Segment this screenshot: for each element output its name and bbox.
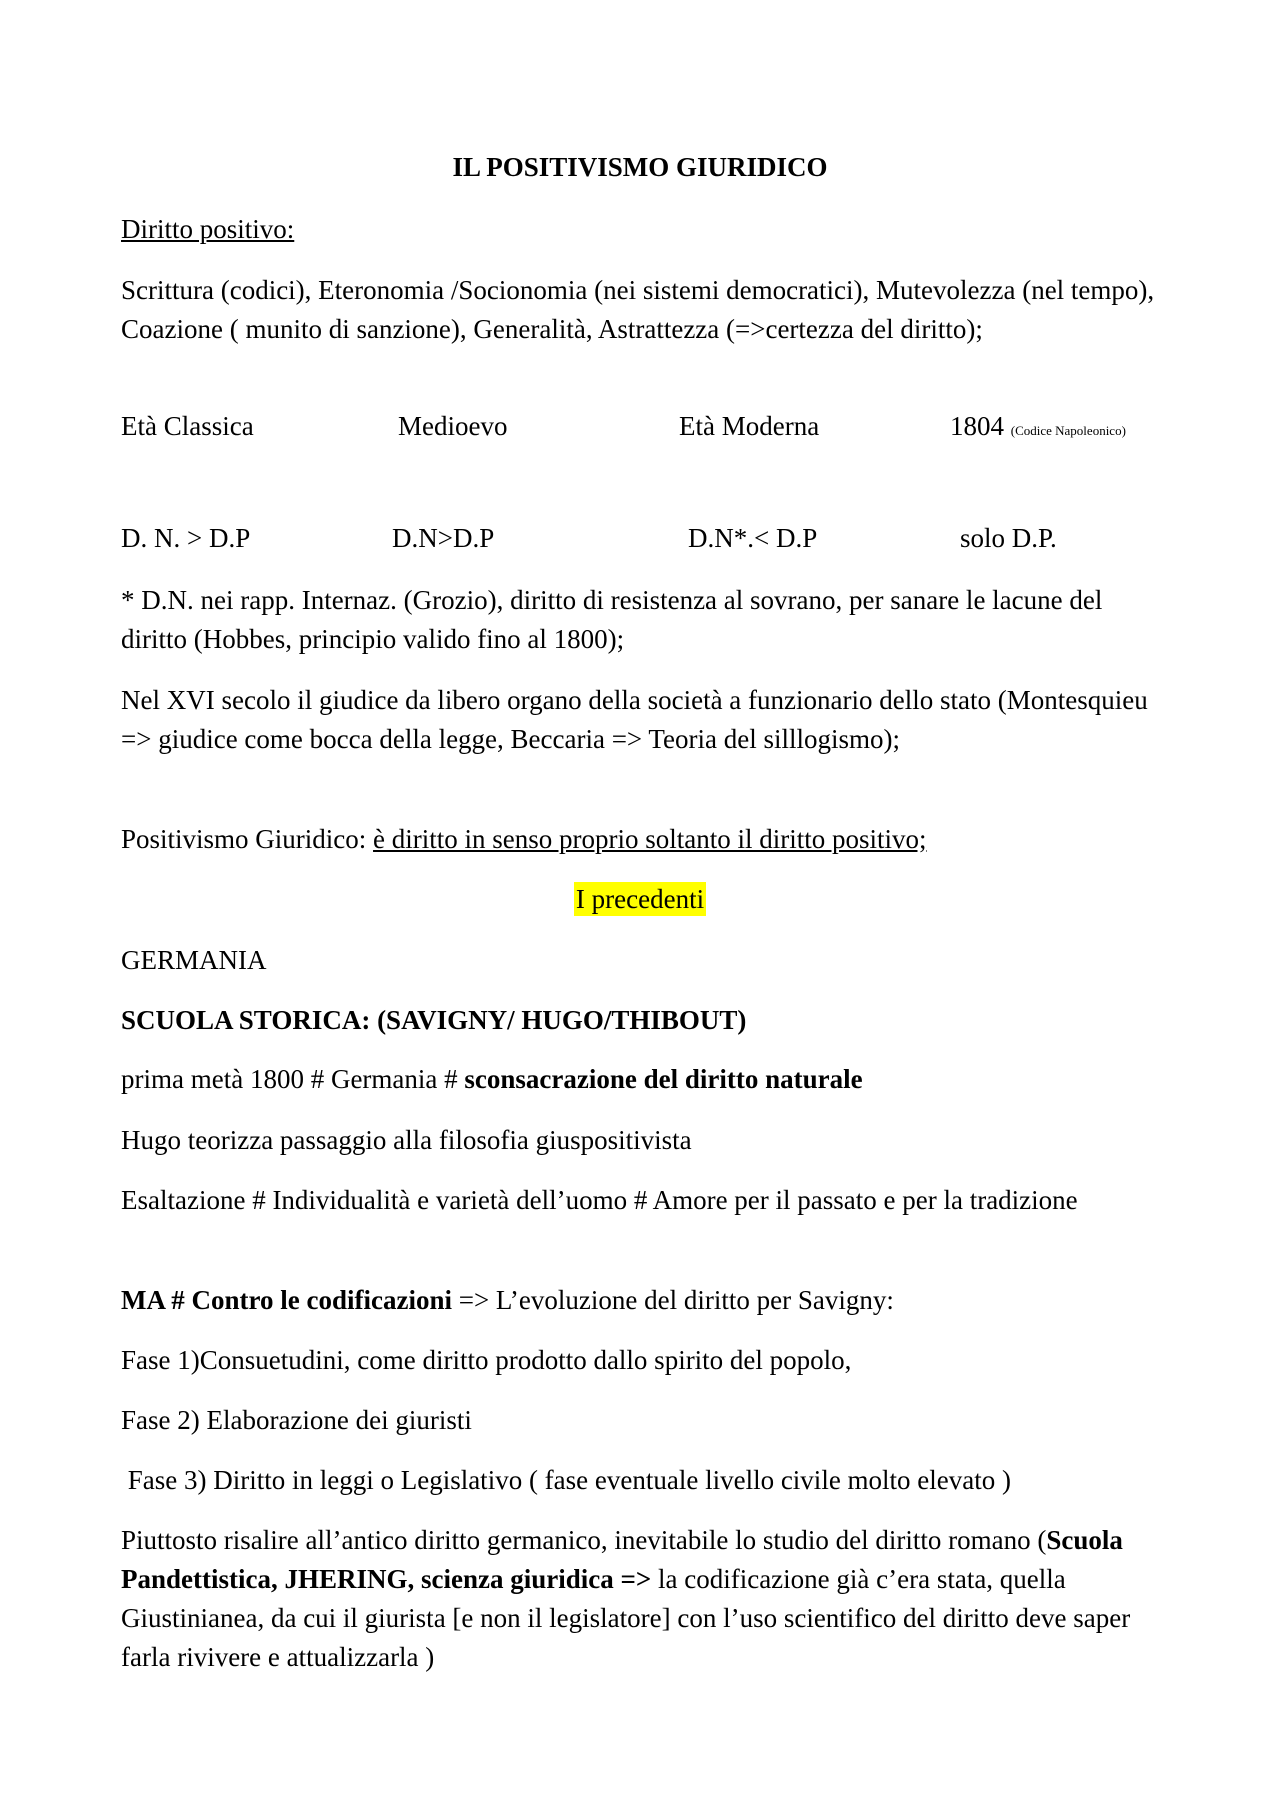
positivism-definition-text: è diritto in senso proprio soltanto il diritto positivo; <box>373 824 927 854</box>
judge-paragraph: Nel XVI secolo il giudice da libero organo della società a funzionario dello stato (Montesquieu => giudice come bocca della legge, Beccaria => Teoria del silllogismo); <box>121 685 1148 754</box>
relation-1804: solo D.P. <box>960 523 1057 553</box>
prima-meta-bold: sconsacrazione del diritto naturale <box>464 1064 863 1094</box>
phase-2: Fase 2) Elaborazione dei giuristi <box>121 1405 472 1435</box>
precedents-heading <box>0 880 1280 919</box>
footnote-paragraph: * D.N. nei rapp. Internaz. (Grozio), diritto di resistenza al sovrano, per sanare le lacune del diritto (Hobbes, principio valido fino al 1800); <box>121 585 1103 654</box>
final-paragraph <box>121 1521 1161 1677</box>
final-paragraph-part2: la codificazione già c’era stata, quella Giustinianea, da cui il giurista [e non il legislatore] con l’uso scientifico del diritto deve saper farla rivivere e attualizzarla ) <box>121 1564 1131 1672</box>
ma-line-plain: => L’evoluzione del diritto per Savigny: <box>451 1285 894 1315</box>
characteristics-paragraph: Scrittura (codici), Eteronomia /Socionomia (nei sistemi democratici), Mutevolezza (nel tempo), Coazione ( munito di sanzione), Generalità, Astrattezza (=>certezza del diritto); <box>121 275 1155 344</box>
era-1804-year: 1804 <box>950 411 1004 441</box>
era-classica: Età Classica <box>121 411 254 441</box>
era-moderna: Età Moderna <box>679 411 820 441</box>
section-heading-diritto-positivo: Diritto positivo: <box>121 214 295 244</box>
era-1804-note: (Codice Napoleonico) <box>1010 423 1126 438</box>
ma-line <box>121 1281 1161 1320</box>
hugo-line: Hugo teorizza passaggio alla filosofia giuspositivista <box>121 1125 692 1155</box>
relation-medioevo: D.N>D.P <box>392 523 495 553</box>
prima-meta-line <box>121 1060 1161 1099</box>
final-paragraph-part1: Piuttosto risalire all’antico diritto germanico, inevitabile lo studio del diritto romano ( <box>121 1525 1047 1555</box>
final-paragraph-bold: Scuola Pandettistica, JHERING, scienza giuridica => <box>121 1525 1123 1594</box>
positivism-label: Positivismo Giuridico: <box>121 824 374 854</box>
precedents-highlight: I precedenti <box>575 884 705 914</box>
relation-moderna: D.N*.< D.P <box>688 523 818 553</box>
country-heading: GERMANIA <box>121 945 267 975</box>
era-medioevo: Medioevo <box>398 411 508 441</box>
prima-meta-plain: prima metà 1800 # Germania # <box>121 1064 465 1094</box>
ma-line-bold: MA # Contro le codificazioni <box>121 1285 452 1315</box>
page-title: IL POSITIVISMO GIURIDICO <box>452 152 828 182</box>
positivism-definition <box>121 820 1161 859</box>
phase-1: Fase 1)Consuetudini, come diritto prodotto dallo spirito del popolo, <box>121 1345 852 1375</box>
relation-classica: D. N. > D.P <box>121 523 251 553</box>
era-1804 <box>950 407 1126 450</box>
esaltazione-paragraph: Esaltazione # Individualità e varietà dell’uomo # Amore per il passato e per la tradizione <box>121 1185 1078 1215</box>
school-heading: SCUOLA STORICA: (SAVIGNY/ HUGO/THIBOUT) <box>121 1005 747 1035</box>
phase-3: Fase 3) Diritto in leggi o Legislativo ( fase eventuale livello civile molto elevato ) <box>121 1465 1011 1495</box>
